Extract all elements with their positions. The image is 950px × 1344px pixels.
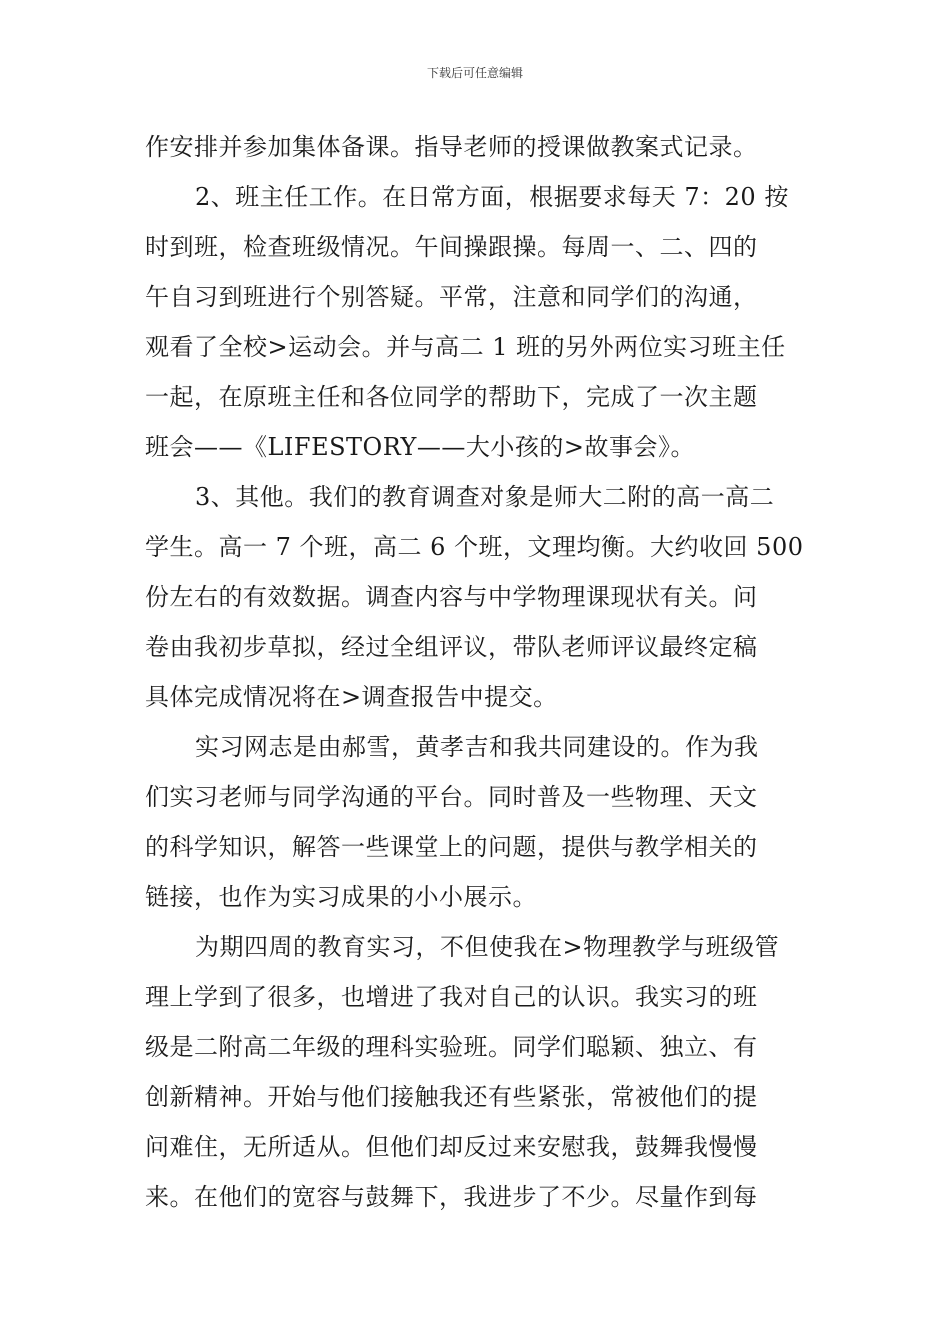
text-line: 的科学知识，解答一些课堂上的问题，提供与教学相关的: [145, 833, 758, 861]
text-line: 份左右的有效数据。调查内容与中学物理课现状有关。问: [145, 583, 758, 611]
text-line: 午自习到班进行个别答疑。平常，注意和同学们的沟通，: [145, 283, 758, 311]
text-line: 问难住，无所适从。但他们却反过来安慰我，鼓舞我慢慢: [145, 1133, 758, 1161]
text-line: 观看了全校>运动会。并与高二 1 班的另外两位实习班主任: [145, 333, 786, 361]
text-line: 为期四周的教育实习，不但使我在>物理教学与班级管: [195, 933, 780, 961]
document-body: [145, 122, 810, 1222]
text-line: 时到班，检查班级情况。午间操跟操。每周一、二、四的: [145, 233, 758, 261]
text-line: 3、其他。我们的教育调查对象是师大二附的高一高二: [195, 483, 775, 511]
text-line: 班会——《LIFESTORY——大小孩的>故事会》。: [145, 433, 695, 461]
text-line: 创新精神。开始与他们接触我还有些紧张，常被他们的提: [145, 1083, 758, 1111]
text-line: 卷由我初步草拟，经过全组评议，带队老师评议最终定稿: [145, 633, 758, 661]
page-header: 下载后可任意编辑: [426, 66, 523, 80]
text-line: 实习网志是由郝雪，黄孝吉和我共同建设的。作为我: [195, 733, 759, 761]
text-line: 理上学到了很多，也增进了我对自己的认识。我实习的班: [145, 983, 758, 1011]
text-line: 作安排并参加集体备课。指导老师的授课做教案式记录。: [145, 133, 758, 161]
text-line: 来。在他们的宽容与鼓舞下，我进步了不少。尽量作到每: [145, 1183, 758, 1211]
text-line: 链接，也作为实习成果的小小展示。: [145, 883, 537, 911]
text-line: 具体完成情况将在>调查报告中提交。: [145, 683, 558, 711]
text-line: 一起，在原班主任和各位同学的帮助下，完成了一次主题: [145, 383, 758, 411]
text-line: 级是二附高二年级的理科实验班。同学们聪颖、独立、有: [145, 1033, 758, 1061]
text-line: 学生。高一 7 个班，高二 6 个班，文理均衡。大约收回 500: [145, 533, 804, 561]
text-line: 们实习老师与同学沟通的平台。同时普及一些物理、天文: [145, 783, 758, 811]
text-line: 2、班主任工作。在日常方面，根据要求每天 7：20 按: [195, 183, 789, 211]
